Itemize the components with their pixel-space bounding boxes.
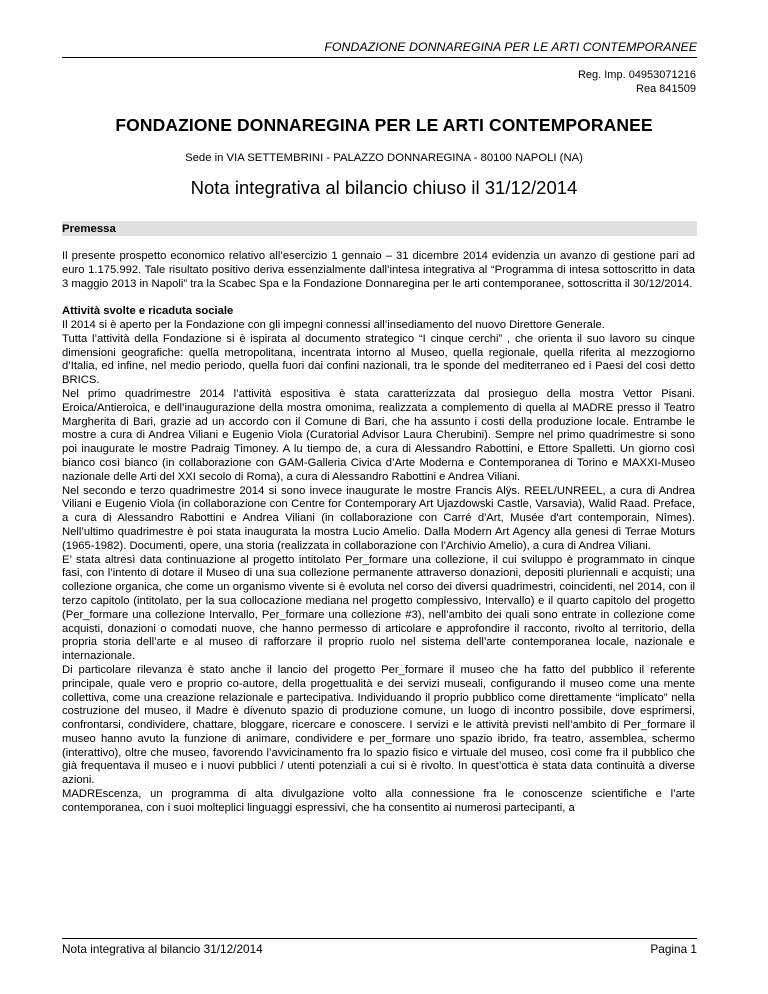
paragraph: Di particolare rilevanza è stato anche il lancio del progetto Per_formare il museo che ha fatto del pubblico il referente principale, quale vero e proprio co-autore, della progettualità e dei servizi museali, configurando il museo come una mente collettiva, come una creazione relazionale e partecipativa. Individuando il proprio pubblico come direttamente “implicato” nella costruzione del museo, il Madre è divenuto spazio di produzione comune, un luogo di incontro possibile, dove esprimersi, confrontarsi, condividere, chattare, bloggare, ricercare e conoscere. I servizi e le attività previsti nell’ambito di Per_formare il museo hanno avuto la funzione di animare, condividere e per_formare uno spazio ibrido, fra teatro, assemblea, schermo (interattivo), oltre che museo, favorendo l’avvicinamento fra lo spazio fisico e virtuale del museo, così come fra il pubblico che già frequentava il museo e i nuovi pubblici / utenti potenziali a cui si è rivolto. In quest’ottica è stata data continuità a diverse azioni. [62, 663, 695, 787]
running-header: FONDAZIONE DONNAREGINA PER LE ARTI CONTEMPORANEE [62, 40, 697, 58]
page-footer [62, 938, 697, 956]
paragraph: Tutta l’attività della Fondazione si è ispirata al documento strategico “I cinque cerchi” , che orienta il suo lavoro su cinque dimensioni geografiche: quella metropolitana, incentrata intorno al Museo, quella regionale, quella riferita al mezzogiorno d’Italia, ed infine, nel medio periodo, quella fuori dai confini nazionali, tra le sponde del mediterraneo ed i Paesi del così detto BRICS. [62, 332, 695, 387]
paragraph: Il 2014 si è aperto per la Fondazione con gli impegni connessi all’insediamento del nuovo Direttore Generale. [62, 318, 605, 331]
document-subtitle: Nota integrativa al bilancio chiuso il 31/12/2014 [190, 177, 578, 198]
section-heading: Premessa [62, 223, 116, 235]
page-number: Pagina 1 [650, 942, 697, 956]
registration-block [578, 68, 696, 96]
reg-imp-number: Reg. Imp. 04953071216 [577, 69, 696, 81]
paragraph: MADREscenza, un programma di alta divulgazione volto alla connessione fra le conoscenze scientifiche e l’arte contemporanea, con i suoi molteplici linguaggi espressivi, che ha consentito ai numerosi partecipanti, a [62, 788, 695, 814]
document-body [62, 250, 695, 816]
rea-number: Rea 841509 [636, 83, 696, 95]
section-heading-bar [62, 221, 697, 236]
paragraph: Nel primo quadrimestre 2014 l’attività espositiva è stata caratterizzata dal prosieguo della mostra Vettor Pisani. Eroica/Antieroica, e dell’inaugurazione della mostra omonima, realizzata a complemento di quella al MADRE presso il Teatro Margherita di Bari, grazie ad un accordo con il Comune di Bari, che ha assunto i costi della produzione locale. Entrambe le mostre a cura di Andrea Viliani e Eugenio Viola (Curatorial Advisor Laura Cherubini). Sempre nel primo quadrimestre si sono poi inaugurate le mostre Padraig Timoney. A lu tiempo de, a cura di Alessandro Rabottini, e Ettore Spalletti. Un giorno così bianco così bianco (in collaborazione con GAM-Galleria Civica d’Arte Moderna e Contemporanea di Torino e MAXXI-Museo nazionale delle Arti del XXI secolo di Roma), a cura di Alessandro Rabottini e Andrea Viliani. [62, 387, 695, 483]
document-title: FONDAZIONE DONNAREGINA PER LE ARTI CONTEMPORANEE [115, 115, 653, 135]
paragraph: E’ stata altresì data continuazione al progetto intitolato Per_formare una collezione, il cui sviluppo è programmato in cinque fasi, con l’intento di dotare il Museo di una sua collezione permanente attraverso donazioni, depositi pluriennali e acquisti; una collezione organica, che come un organismo vivente si è evoluta nel corso dei diversi quadrimestri, coincidenti, nel 2014, con il terzo capitolo (intitolato, per la sua collocazione mediana nel progetto complessivo, Intervallo) e il quarto capitolo del progetto (Per_formare una collezione Intervallo, Per_formare una collezione #3), nell’ambito dei quali sono entrate in collezione come acquisti, donazioni o comodati nuove, che hanno permesso di articolare e approfondire il racconto, rivolto al territorio, della propria storia dell’arte e al museo di rafforzare il proprio ruolo nel sistema dell’arte contemporanea locale, nazionale e internazionale. [62, 553, 695, 663]
footer-title: Nota integrativa al bilancio 31/12/2014 [62, 942, 263, 956]
intro-paragraph: Il presente prospetto economico relativo all’esercizio 1 gennaio – 31 dicembre 2014 evidenzia un avanzo di gestione pari ad euro 1.175.992. Tale risultato positivo deriva essenzialmente dall’intesa integrativa al “Programma di intesa sottoscritto in data 3 maggio 2013 in Napoli” tra la Scabec Spa e la Fondazione Donnaregina per le arti contemporanee, sottoscritta il 30/12/2014. [62, 250, 695, 290]
registered-office: Sede in VIA SETTEMBRINI - PALAZZO DONNAREGINA - 80100 NAPOLI (NA) [185, 152, 583, 164]
paragraph: Nel secondo e terzo quadrimestre 2014 si sono invece inaugurate le mostre Francis Alÿs. REEL/UNREEL, a cura di Andrea Viliani e Eugenio Viola (in collaborazione con Centre for Contemporary Art Ujazdowski Castle, Varsavia), Walid Raad. Preface, a cura di Alessandro Rabottini e Andrea Viliani (in collaborazione con Carré d'Art, Musée d'art contemporain, Nîmes). Nell’ultimo quadrimestre è poi stata inaugurata la mostra Lucio Amelio. Dalla Modern Art Agency alla genesi di Terrae Moturs (1965-1982). Documenti, opere, una storia (realizzata in collaborazione con l’Archivio Amelio), a cura di Andrea Viliani. [62, 484, 695, 552]
activities-heading: Attività svolte e ricaduta sociale [62, 305, 234, 318]
